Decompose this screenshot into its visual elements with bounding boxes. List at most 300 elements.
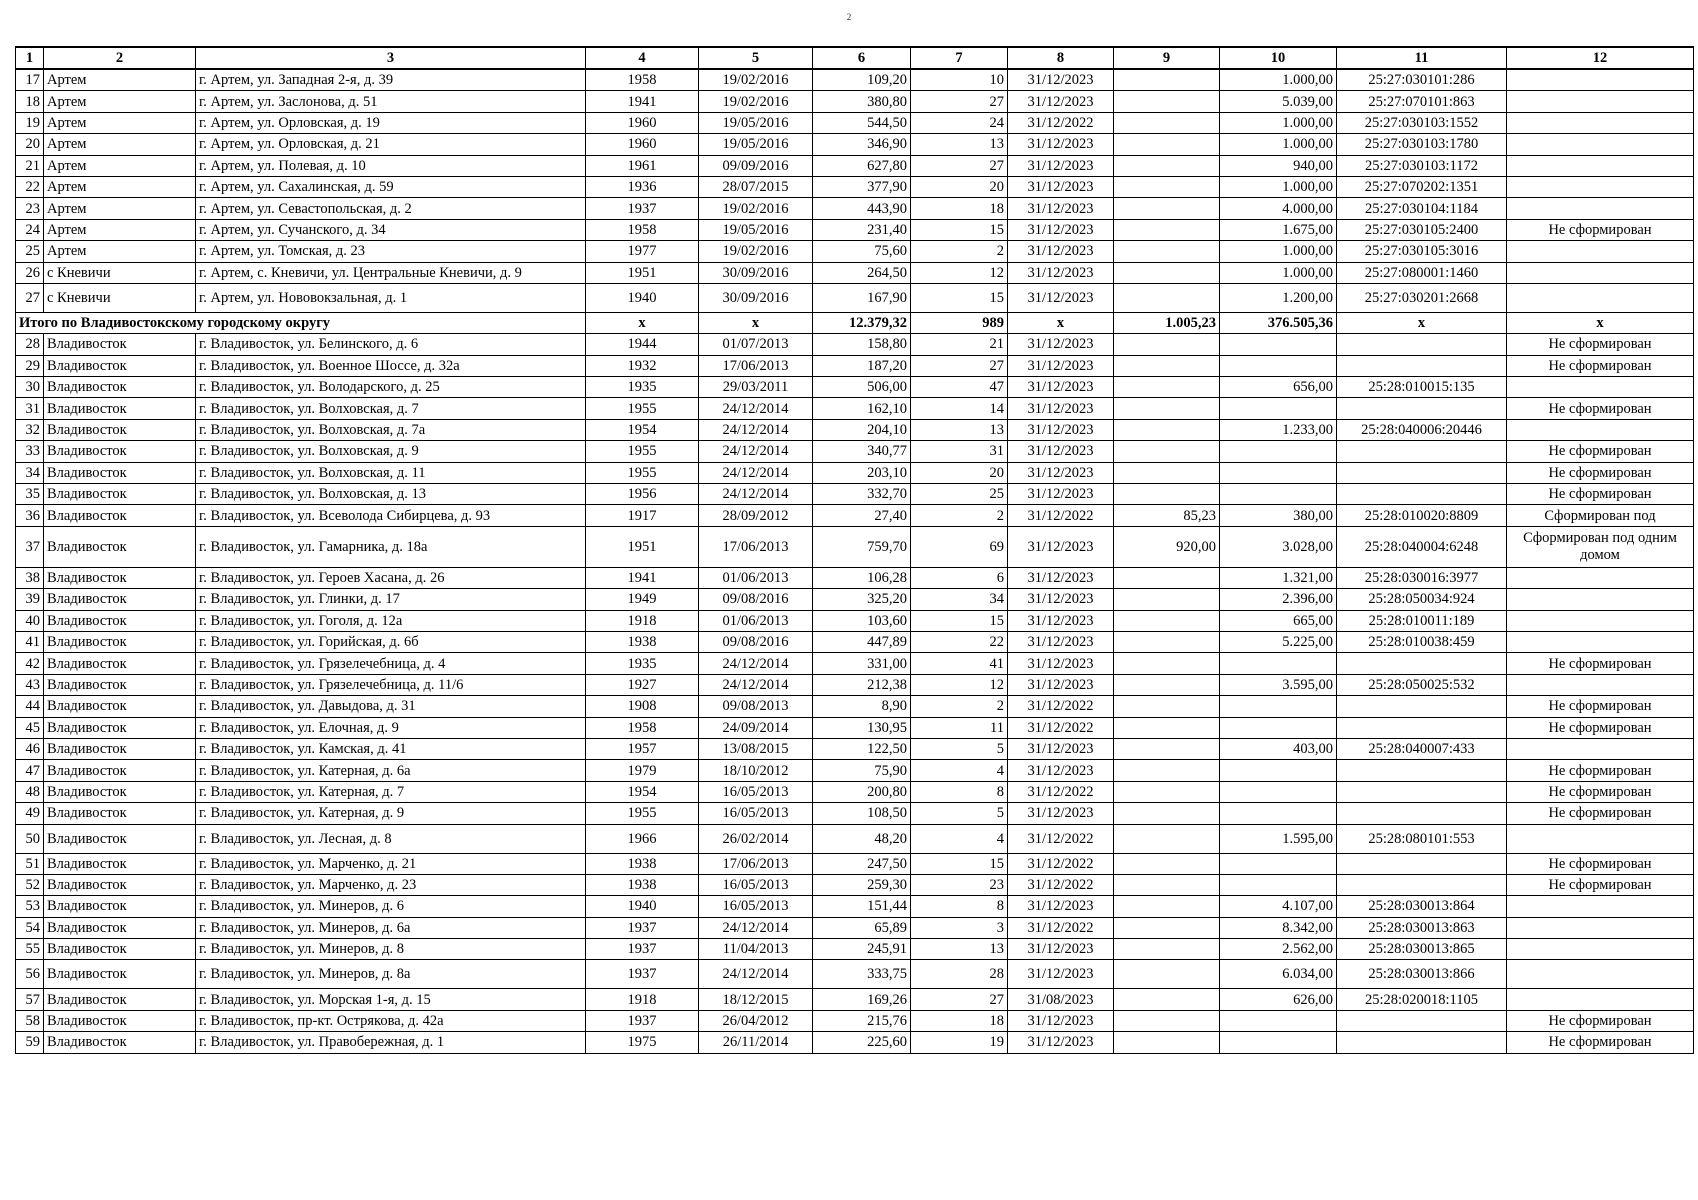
status-cell <box>1507 262 1694 283</box>
column-header-5: 5 <box>699 47 813 69</box>
col9-cell <box>1114 219 1220 240</box>
area-cell: 264,50 <box>813 262 911 283</box>
col9-cell <box>1114 896 1220 917</box>
subtotal-c5: x <box>699 312 813 333</box>
cadastral-cell: 25:27:070202:1351 <box>1337 176 1507 197</box>
deadline-cell: 31/12/2023 <box>1008 377 1114 398</box>
subtotal-c6: 12.379,32 <box>813 312 911 333</box>
residents-cell: 15 <box>911 853 1008 874</box>
row-number: 36 <box>16 505 44 526</box>
residents-cell: 3 <box>911 917 1008 938</box>
status-cell: Не сформирован <box>1507 441 1694 462</box>
year-cell: 1941 <box>586 91 699 112</box>
subtotal-c9: 1.005,23 <box>1114 312 1220 333</box>
table-row <box>16 989 1694 1010</box>
subtotal-c10: 376.505,36 <box>1220 312 1337 333</box>
settlement-cell: Владивосток <box>44 610 196 631</box>
status-cell: Не сформирован <box>1507 717 1694 738</box>
col10-cell: 3.595,00 <box>1220 674 1337 695</box>
settlement-cell: с Кневичи <box>44 283 196 312</box>
table-row <box>16 631 1694 652</box>
column-header-10: 10 <box>1220 47 1337 69</box>
address-cell: г. Владивосток, ул. Елочная, д. 9 <box>196 717 586 738</box>
area-cell: 122,50 <box>813 738 911 759</box>
settlement-cell: Владивосток <box>44 917 196 938</box>
status-cell <box>1507 631 1694 652</box>
year-cell: 1937 <box>586 960 699 989</box>
area-cell: 331,00 <box>813 653 911 674</box>
residents-cell: 15 <box>911 610 1008 631</box>
date-cell: 24/12/2014 <box>699 960 813 989</box>
settlement-cell: Владивосток <box>44 653 196 674</box>
status-cell: Не сформирован <box>1507 853 1694 874</box>
year-cell: 1960 <box>586 112 699 133</box>
cadastral-cell: 25:28:020018:1105 <box>1337 989 1507 1010</box>
date-cell: 29/03/2011 <box>699 377 813 398</box>
table-row <box>16 589 1694 610</box>
table-row <box>16 441 1694 462</box>
address-cell: г. Артем, ул. Заслонова, д. 51 <box>196 91 586 112</box>
col9-cell <box>1114 589 1220 610</box>
col10-cell: 656,00 <box>1220 377 1337 398</box>
year-cell: 1977 <box>586 241 699 262</box>
row-number: 18 <box>16 91 44 112</box>
cadastral-cell: 25:28:040004:6248 <box>1337 526 1507 567</box>
area-cell: 75,90 <box>813 760 911 781</box>
table-row <box>16 484 1694 505</box>
address-cell: г. Владивосток, ул. Волховская, д. 7 <box>196 398 586 419</box>
residents-cell: 5 <box>911 803 1008 824</box>
address-cell: г. Артем, ул. Орловская, д. 21 <box>196 134 586 155</box>
row-number: 52 <box>16 874 44 895</box>
date-cell: 26/02/2014 <box>699 824 813 853</box>
cadastral-cell: 25:27:030104:1184 <box>1337 198 1507 219</box>
col10-cell <box>1220 398 1337 419</box>
col10-cell: 1.595,00 <box>1220 824 1337 853</box>
deadline-cell: 31/12/2023 <box>1008 134 1114 155</box>
year-cell: 1908 <box>586 696 699 717</box>
year-cell: 1927 <box>586 674 699 695</box>
cadastral-cell: 25:28:010011:189 <box>1337 610 1507 631</box>
cadastral-cell <box>1337 462 1507 483</box>
status-cell <box>1507 989 1694 1010</box>
table-row <box>16 262 1694 283</box>
cadastral-cell: 25:28:040007:433 <box>1337 738 1507 759</box>
status-cell <box>1507 610 1694 631</box>
area-cell: 346,90 <box>813 134 911 155</box>
col10-cell <box>1220 1010 1337 1031</box>
year-cell: 1940 <box>586 896 699 917</box>
residents-cell: 10 <box>911 69 1008 91</box>
settlement-cell: Артем <box>44 219 196 240</box>
year-cell: 1966 <box>586 824 699 853</box>
row-number: 28 <box>16 334 44 355</box>
address-cell: г. Владивосток, ул. Волховская, д. 13 <box>196 484 586 505</box>
area-cell: 8,90 <box>813 696 911 717</box>
subtotal-c12: x <box>1507 312 1694 333</box>
col9-cell <box>1114 198 1220 219</box>
residents-cell: 27 <box>911 989 1008 1010</box>
deadline-cell: 31/12/2022 <box>1008 696 1114 717</box>
deadline-cell: 31/12/2023 <box>1008 896 1114 917</box>
cadastral-cell <box>1337 1032 1507 1053</box>
area-cell: 162,10 <box>813 398 911 419</box>
address-cell: г. Артем, ул. Севастопольская, д. 2 <box>196 198 586 219</box>
col10-cell <box>1220 484 1337 505</box>
settlement-cell: Владивосток <box>44 896 196 917</box>
row-number: 43 <box>16 674 44 695</box>
year-cell: 1938 <box>586 874 699 895</box>
year-cell: 1937 <box>586 917 699 938</box>
year-cell: 1937 <box>586 198 699 219</box>
table-row <box>16 241 1694 262</box>
address-cell: г. Владивосток, ул. Военное Шоссе, д. 32а <box>196 355 586 376</box>
area-cell: 204,10 <box>813 419 911 440</box>
residents-cell: 25 <box>911 484 1008 505</box>
address-cell: г. Артем, ул. Сахалинская, д. 59 <box>196 176 586 197</box>
status-cell <box>1507 939 1694 960</box>
table-row <box>16 155 1694 176</box>
col9-cell <box>1114 262 1220 283</box>
area-cell: 108,50 <box>813 803 911 824</box>
address-cell: г. Артем, ул. Орловская, д. 19 <box>196 112 586 133</box>
status-cell <box>1507 69 1694 91</box>
deadline-cell: 31/12/2023 <box>1008 760 1114 781</box>
status-cell: Не сформирован <box>1507 874 1694 895</box>
cadastral-cell: 25:27:030201:2668 <box>1337 283 1507 312</box>
date-cell: 24/12/2014 <box>699 398 813 419</box>
year-cell: 1918 <box>586 989 699 1010</box>
date-cell: 28/07/2015 <box>699 176 813 197</box>
col10-cell: 380,00 <box>1220 505 1337 526</box>
date-cell: 24/12/2014 <box>699 674 813 695</box>
settlement-cell: Артем <box>44 91 196 112</box>
deadline-cell: 31/12/2022 <box>1008 717 1114 738</box>
date-cell: 09/09/2016 <box>699 155 813 176</box>
settlement-cell: Артем <box>44 176 196 197</box>
column-header-12: 12 <box>1507 47 1694 69</box>
col9-cell <box>1114 441 1220 462</box>
settlement-cell: Владивосток <box>44 824 196 853</box>
table-row <box>16 334 1694 355</box>
settlement-cell: Владивосток <box>44 419 196 440</box>
deadline-cell: 31/12/2023 <box>1008 589 1114 610</box>
year-cell: 1938 <box>586 631 699 652</box>
table-row <box>16 567 1694 588</box>
col9-cell <box>1114 377 1220 398</box>
row-number: 49 <box>16 803 44 824</box>
area-cell: 377,90 <box>813 176 911 197</box>
address-cell: г. Владивосток, ул. Всеволода Сибирцева, д. 93 <box>196 505 586 526</box>
status-cell <box>1507 134 1694 155</box>
status-cell: Не сформирован <box>1507 1032 1694 1053</box>
address-cell: г. Владивосток, ул. Катерная, д. 6а <box>196 760 586 781</box>
cadastral-cell <box>1337 803 1507 824</box>
status-cell <box>1507 241 1694 262</box>
deadline-cell: 31/12/2023 <box>1008 91 1114 112</box>
row-number: 59 <box>16 1032 44 1053</box>
status-cell <box>1507 198 1694 219</box>
cadastral-cell <box>1337 334 1507 355</box>
col10-cell: 403,00 <box>1220 738 1337 759</box>
subtotal-row <box>16 312 1694 333</box>
settlement-cell: Владивосток <box>44 441 196 462</box>
cadastral-cell <box>1337 398 1507 419</box>
cadastral-cell: 25:27:030105:3016 <box>1337 241 1507 262</box>
table-row <box>16 610 1694 631</box>
status-cell: Не сформирован <box>1507 760 1694 781</box>
cadastral-cell <box>1337 717 1507 738</box>
row-number: 45 <box>16 717 44 738</box>
col9-cell <box>1114 419 1220 440</box>
deadline-cell: 31/12/2023 <box>1008 631 1114 652</box>
year-cell: 1940 <box>586 283 699 312</box>
year-cell: 1935 <box>586 653 699 674</box>
cadastral-cell <box>1337 696 1507 717</box>
year-cell: 1932 <box>586 355 699 376</box>
table-row <box>16 653 1694 674</box>
date-cell: 26/04/2012 <box>699 1010 813 1031</box>
cadastral-cell: 25:28:030013:864 <box>1337 896 1507 917</box>
row-number: 51 <box>16 853 44 874</box>
date-cell: 01/06/2013 <box>699 610 813 631</box>
deadline-cell: 31/12/2023 <box>1008 219 1114 240</box>
address-cell: г. Владивосток, ул. Морская 1-я, д. 15 <box>196 989 586 1010</box>
address-cell: г. Владивосток, ул. Волховская, д. 11 <box>196 462 586 483</box>
table-row <box>16 874 1694 895</box>
address-cell: г. Владивосток, ул. Минеров, д. 8а <box>196 960 586 989</box>
col9-cell <box>1114 674 1220 695</box>
status-cell: Не сформирован <box>1507 219 1694 240</box>
deadline-cell: 31/12/2023 <box>1008 567 1114 588</box>
year-cell: 1937 <box>586 1010 699 1031</box>
status-cell: Не сформирован <box>1507 355 1694 376</box>
row-number: 46 <box>16 738 44 759</box>
col10-cell: 1.233,00 <box>1220 419 1337 440</box>
row-number: 42 <box>16 653 44 674</box>
year-cell: 1944 <box>586 334 699 355</box>
settlement-cell: Владивосток <box>44 853 196 874</box>
settlement-cell: Владивосток <box>44 631 196 652</box>
status-cell <box>1507 589 1694 610</box>
deadline-cell: 31/12/2022 <box>1008 874 1114 895</box>
deadline-cell: 31/12/2023 <box>1008 176 1114 197</box>
row-number: 25 <box>16 241 44 262</box>
cadastral-cell <box>1337 484 1507 505</box>
year-cell: 1917 <box>586 505 699 526</box>
deadline-cell: 31/12/2022 <box>1008 824 1114 853</box>
cadastral-cell <box>1337 355 1507 376</box>
address-cell: г. Владивосток, ул. Лесная, д. 8 <box>196 824 586 853</box>
table-row <box>16 377 1694 398</box>
settlement-cell: Владивосток <box>44 717 196 738</box>
residents-cell: 20 <box>911 462 1008 483</box>
date-cell: 13/08/2015 <box>699 738 813 759</box>
settlement-cell: Владивосток <box>44 674 196 695</box>
deadline-cell: 31/12/2023 <box>1008 262 1114 283</box>
row-number: 22 <box>16 176 44 197</box>
residents-cell: 21 <box>911 334 1008 355</box>
settlement-cell: Владивосток <box>44 526 196 567</box>
row-number: 37 <box>16 526 44 567</box>
year-cell: 1918 <box>586 610 699 631</box>
col10-cell: 665,00 <box>1220 610 1337 631</box>
date-cell: 24/12/2014 <box>699 917 813 938</box>
row-number: 20 <box>16 134 44 155</box>
deadline-cell: 31/12/2023 <box>1008 738 1114 759</box>
address-cell: г. Владивосток, ул. Белинского, д. 6 <box>196 334 586 355</box>
status-cell: Не сформирован <box>1507 781 1694 802</box>
address-cell: г. Владивосток, ул. Правобережная, д. 1 <box>196 1032 586 1053</box>
row-number: 41 <box>16 631 44 652</box>
residents-cell: 18 <box>911 1010 1008 1031</box>
table-row <box>16 760 1694 781</box>
column-header-11: 11 <box>1337 47 1507 69</box>
deadline-cell: 31/12/2023 <box>1008 484 1114 505</box>
year-cell: 1955 <box>586 462 699 483</box>
year-cell: 1955 <box>586 441 699 462</box>
residents-cell: 14 <box>911 398 1008 419</box>
col9-cell <box>1114 653 1220 674</box>
column-header-2: 2 <box>44 47 196 69</box>
row-number: 26 <box>16 262 44 283</box>
deadline-cell: 31/12/2023 <box>1008 674 1114 695</box>
deadline-cell: 31/12/2023 <box>1008 355 1114 376</box>
status-cell <box>1507 960 1694 989</box>
deadline-cell: 31/12/2022 <box>1008 917 1114 938</box>
table-row <box>16 781 1694 802</box>
area-cell: 259,30 <box>813 874 911 895</box>
cadastral-cell <box>1337 781 1507 802</box>
residents-cell: 47 <box>911 377 1008 398</box>
col10-cell: 1.200,00 <box>1220 283 1337 312</box>
cadastral-cell <box>1337 1010 1507 1031</box>
row-number: 58 <box>16 1010 44 1031</box>
area-cell: 203,10 <box>813 462 911 483</box>
year-cell: 1975 <box>586 1032 699 1053</box>
col9-cell <box>1114 112 1220 133</box>
table-row <box>16 91 1694 112</box>
date-cell: 17/06/2013 <box>699 853 813 874</box>
area-cell: 380,80 <box>813 91 911 112</box>
settlement-cell: с Кневичи <box>44 262 196 283</box>
residents-cell: 8 <box>911 896 1008 917</box>
residents-cell: 19 <box>911 1032 1008 1053</box>
deadline-cell: 31/12/2023 <box>1008 241 1114 262</box>
date-cell: 09/08/2013 <box>699 696 813 717</box>
status-cell <box>1507 824 1694 853</box>
table-row <box>16 696 1694 717</box>
settlement-cell: Владивосток <box>44 696 196 717</box>
year-cell: 1957 <box>586 738 699 759</box>
col9-cell <box>1114 176 1220 197</box>
col10-cell: 2.396,00 <box>1220 589 1337 610</box>
settlement-cell: Владивосток <box>44 1010 196 1031</box>
area-cell: 151,44 <box>813 896 911 917</box>
row-number: 19 <box>16 112 44 133</box>
row-number: 54 <box>16 917 44 938</box>
address-cell: г. Владивосток, ул. Марченко, д. 21 <box>196 853 586 874</box>
date-cell: 17/06/2013 <box>699 526 813 567</box>
deadline-cell: 31/12/2023 <box>1008 441 1114 462</box>
page-number: 2 <box>846 12 852 22</box>
area-cell: 27,40 <box>813 505 911 526</box>
cadastral-cell: 25:28:010020:8809 <box>1337 505 1507 526</box>
cadastral-cell: 25:28:030013:865 <box>1337 939 1507 960</box>
area-cell: 187,20 <box>813 355 911 376</box>
address-cell: г. Артем, ул. Западная 2-я, д. 39 <box>196 69 586 91</box>
col10-cell: 2.562,00 <box>1220 939 1337 960</box>
col10-cell <box>1220 696 1337 717</box>
row-number: 39 <box>16 589 44 610</box>
area-cell: 200,80 <box>813 781 911 802</box>
residents-cell: 69 <box>911 526 1008 567</box>
year-cell: 1958 <box>586 69 699 91</box>
address-cell: г. Владивосток, ул. Давыдова, д. 31 <box>196 696 586 717</box>
row-number: 53 <box>16 896 44 917</box>
address-cell: г. Владивосток, ул. Гамарника, д. 18а <box>196 526 586 567</box>
column-header-8: 8 <box>1008 47 1114 69</box>
address-cell: г. Владивосток, ул. Волховская, д. 9 <box>196 441 586 462</box>
deadline-cell: 31/12/2023 <box>1008 198 1114 219</box>
row-number: 35 <box>16 484 44 505</box>
col10-cell: 1.000,00 <box>1220 112 1337 133</box>
col9-cell <box>1114 631 1220 652</box>
residents-cell: 4 <box>911 824 1008 853</box>
table-row <box>16 505 1694 526</box>
area-cell: 443,90 <box>813 198 911 219</box>
row-number: 30 <box>16 377 44 398</box>
col9-cell <box>1114 960 1220 989</box>
date-cell: 24/12/2014 <box>699 441 813 462</box>
cadastral-cell: 25:28:010038:459 <box>1337 631 1507 652</box>
col10-cell <box>1220 853 1337 874</box>
column-header-6: 6 <box>813 47 911 69</box>
col9-cell <box>1114 283 1220 312</box>
table-row <box>16 462 1694 483</box>
settlement-cell: Артем <box>44 69 196 91</box>
deadline-cell: 31/12/2023 <box>1008 334 1114 355</box>
residents-cell: 13 <box>911 939 1008 960</box>
col9-cell <box>1114 696 1220 717</box>
date-cell: 18/12/2015 <box>699 989 813 1010</box>
settlement-cell: Артем <box>44 241 196 262</box>
col10-cell: 1.000,00 <box>1220 176 1337 197</box>
col9-cell <box>1114 567 1220 588</box>
residents-cell: 27 <box>911 91 1008 112</box>
col10-cell: 1.000,00 <box>1220 69 1337 91</box>
area-cell: 215,76 <box>813 1010 911 1031</box>
deadline-cell: 31/12/2023 <box>1008 960 1114 989</box>
status-cell <box>1507 419 1694 440</box>
residents-cell: 27 <box>911 355 1008 376</box>
col9-cell <box>1114 874 1220 895</box>
address-cell: г. Артем, ул. Сучанского, д. 34 <box>196 219 586 240</box>
col10-cell: 1.321,00 <box>1220 567 1337 588</box>
row-number: 44 <box>16 696 44 717</box>
col10-cell <box>1220 441 1337 462</box>
col10-cell: 5.225,00 <box>1220 631 1337 652</box>
residents-cell: 22 <box>911 631 1008 652</box>
deadline-cell: 31/12/2023 <box>1008 1010 1114 1031</box>
table-row <box>16 824 1694 853</box>
year-cell: 1979 <box>586 760 699 781</box>
status-cell <box>1507 112 1694 133</box>
col10-cell <box>1220 462 1337 483</box>
subtotal-label: Итого по Владивостокскому городскому округу <box>16 312 586 333</box>
area-cell: 231,40 <box>813 219 911 240</box>
settlement-cell: Владивосток <box>44 589 196 610</box>
